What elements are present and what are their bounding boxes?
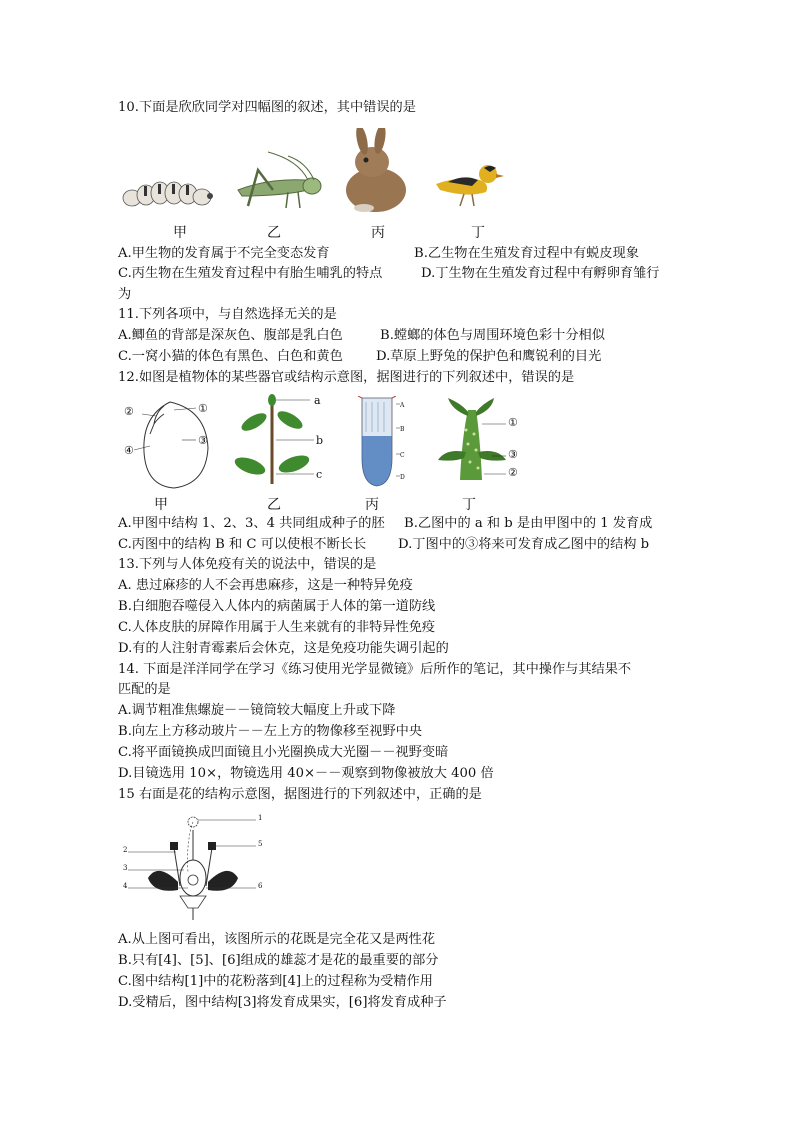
q14-option-b: B.向左上方移动玻片－－左上方的物像移至视野中央 bbox=[118, 724, 423, 739]
flower-label-1: 1 bbox=[258, 814, 263, 822]
q12-option-c: C.丙图中的结构 B 和 C 可以使根不断长长 bbox=[118, 537, 367, 552]
q13-option-b: B.白细胞吞噬侵入人体内的病菌属于人体的第一道防线 bbox=[118, 599, 436, 614]
seed-label-1: ① bbox=[198, 402, 208, 415]
q10-option-d-cont: 为 bbox=[118, 287, 132, 302]
q11-option-c: C.一窝小猫的体色有黑色、白色和黄色 bbox=[118, 349, 343, 364]
grasshopper-image bbox=[228, 150, 328, 214]
bird-image bbox=[428, 154, 510, 210]
bud-label-1: ① bbox=[508, 416, 518, 429]
q12-caption-ding: 丁 bbox=[462, 497, 476, 513]
q10-caption-jia: 甲 bbox=[173, 225, 187, 241]
flower-label-5: 5 bbox=[258, 840, 263, 848]
root-label-d: D bbox=[400, 474, 405, 481]
q14-option-a: A.调节粗准焦螺旋－－镜筒较大幅度上升或下降 bbox=[118, 703, 396, 718]
q11-stem: 11.下列各项中，与自然选择无关的是 bbox=[118, 307, 337, 322]
root-label-b: B bbox=[400, 426, 405, 433]
flower-label-3: 3 bbox=[123, 864, 128, 872]
q10-caption-bing: 丙 bbox=[371, 225, 385, 241]
q15-stem: 15 右面是花的结构示意图，据图进行的下列叙述中，正确的是 bbox=[118, 787, 482, 802]
q10-option-a: A.甲生物的发育属于不完全变态发育 bbox=[118, 246, 330, 261]
q13-option-d: D.有的人注射青霉素后会休克，这是免疫功能失调引起的 bbox=[118, 641, 449, 656]
flower-label-4: 4 bbox=[123, 882, 128, 890]
q10-caption-ding: 丁 bbox=[471, 225, 485, 241]
q12-caption-bing: 丙 bbox=[365, 497, 379, 513]
root-label-a: A bbox=[400, 402, 405, 409]
q12-stem: 12.如图是植物体的某些器官或结构示意图，据图进行的下列叙述中，错误的是 bbox=[118, 370, 575, 385]
q10-option-c: C.丙生物在生殖发育过程中有胎生哺乳的特点 bbox=[118, 266, 383, 281]
q10-caption-yi: 乙 bbox=[267, 225, 281, 241]
q15-option-c: C.图中结构[1]中的花粉落到[4]上的过程称为受精作用 bbox=[118, 974, 433, 989]
q12-caption-yi: 乙 bbox=[267, 497, 281, 513]
q12-option-d: D.丁图中的③将来可发育成乙图中的结构 b bbox=[398, 537, 650, 552]
silkworm-image bbox=[120, 172, 220, 214]
q10-option-b: B.乙生物在生殖发育过程中有蜕皮现象 bbox=[414, 246, 639, 261]
rabbit-image bbox=[334, 128, 416, 214]
shoot-label-a: a bbox=[314, 394, 321, 407]
q14-option-c: C.将平面镜换成凹面镜且小光圈换成大光圈－－视野变暗 bbox=[118, 745, 449, 760]
root-label-c: C bbox=[400, 452, 405, 459]
q14-stem: 14. 下面是洋洋同学在学习《练习使用光学显微镜》后所作的笔记，其中操作与其结果不 bbox=[118, 662, 632, 677]
flower-label-6: 6 bbox=[258, 882, 263, 890]
seed-label-2: ② bbox=[124, 405, 134, 418]
q10-option-d: D.丁生物在生殖发育过程中有孵卵育雏行 bbox=[421, 266, 660, 281]
bud-diagram bbox=[432, 396, 516, 486]
q14-stem-cont: 匹配的是 bbox=[118, 682, 171, 697]
q13-option-a: A. 患过麻疹的人不会再患麻疹，这是一种特异免疫 bbox=[118, 578, 413, 593]
flower-diagram bbox=[118, 812, 268, 922]
q11-option-b: B.螳螂的体色与周围环境色彩十分相似 bbox=[380, 328, 605, 343]
shoot-diagram bbox=[232, 394, 322, 488]
q12-caption-jia: 甲 bbox=[154, 497, 168, 513]
shoot-label-c: c bbox=[316, 468, 323, 481]
q15-option-d: D.受精后，图中结构[3]将发育成果实，[6]将发育成种子 bbox=[118, 995, 447, 1010]
shoot-label-b: b bbox=[316, 434, 324, 447]
seed-label-4: ④ bbox=[124, 444, 134, 457]
bud-label-3: ③ bbox=[508, 448, 518, 461]
q12-option-b: B.乙图中的 a 和 b 是由甲图中的 1 发育成 bbox=[404, 516, 653, 531]
q14-option-d: D.目镜选用 10×，物镜选用 40×－－观察到物像被放大 400 倍 bbox=[118, 766, 494, 781]
q15-option-b: B.只有[4]、[5]、[6]组成的雄蕊才是花的最重要的部分 bbox=[118, 953, 439, 968]
q11-option-d: D.草原上野兔的保护色和鹰锐利的目光 bbox=[376, 349, 602, 364]
q11-option-a: A.鲫鱼的背部是深灰色、腹部是乳白色 bbox=[118, 328, 343, 343]
q13-stem: 13.下列与人体免疫有关的说法中，错误的是 bbox=[118, 557, 377, 572]
q12-option-a: A.甲图中结构 1、2、3、4 共同组成种子的胚 bbox=[118, 516, 385, 531]
q13-option-c: C.人体皮肤的屏障作用属于人生来就有的非特异性免疫 bbox=[118, 620, 436, 635]
q15-option-a: A.从上图可看出，该图所示的花既是完全花又是两性花 bbox=[118, 932, 436, 947]
q10-stem: 10.下面是欣欣同学对四幅图的叙述，其中错误的是 bbox=[118, 100, 416, 115]
seed-label-3: ③ bbox=[198, 434, 208, 447]
bud-label-2: ② bbox=[508, 466, 518, 479]
flower-label-2: 2 bbox=[123, 846, 128, 854]
